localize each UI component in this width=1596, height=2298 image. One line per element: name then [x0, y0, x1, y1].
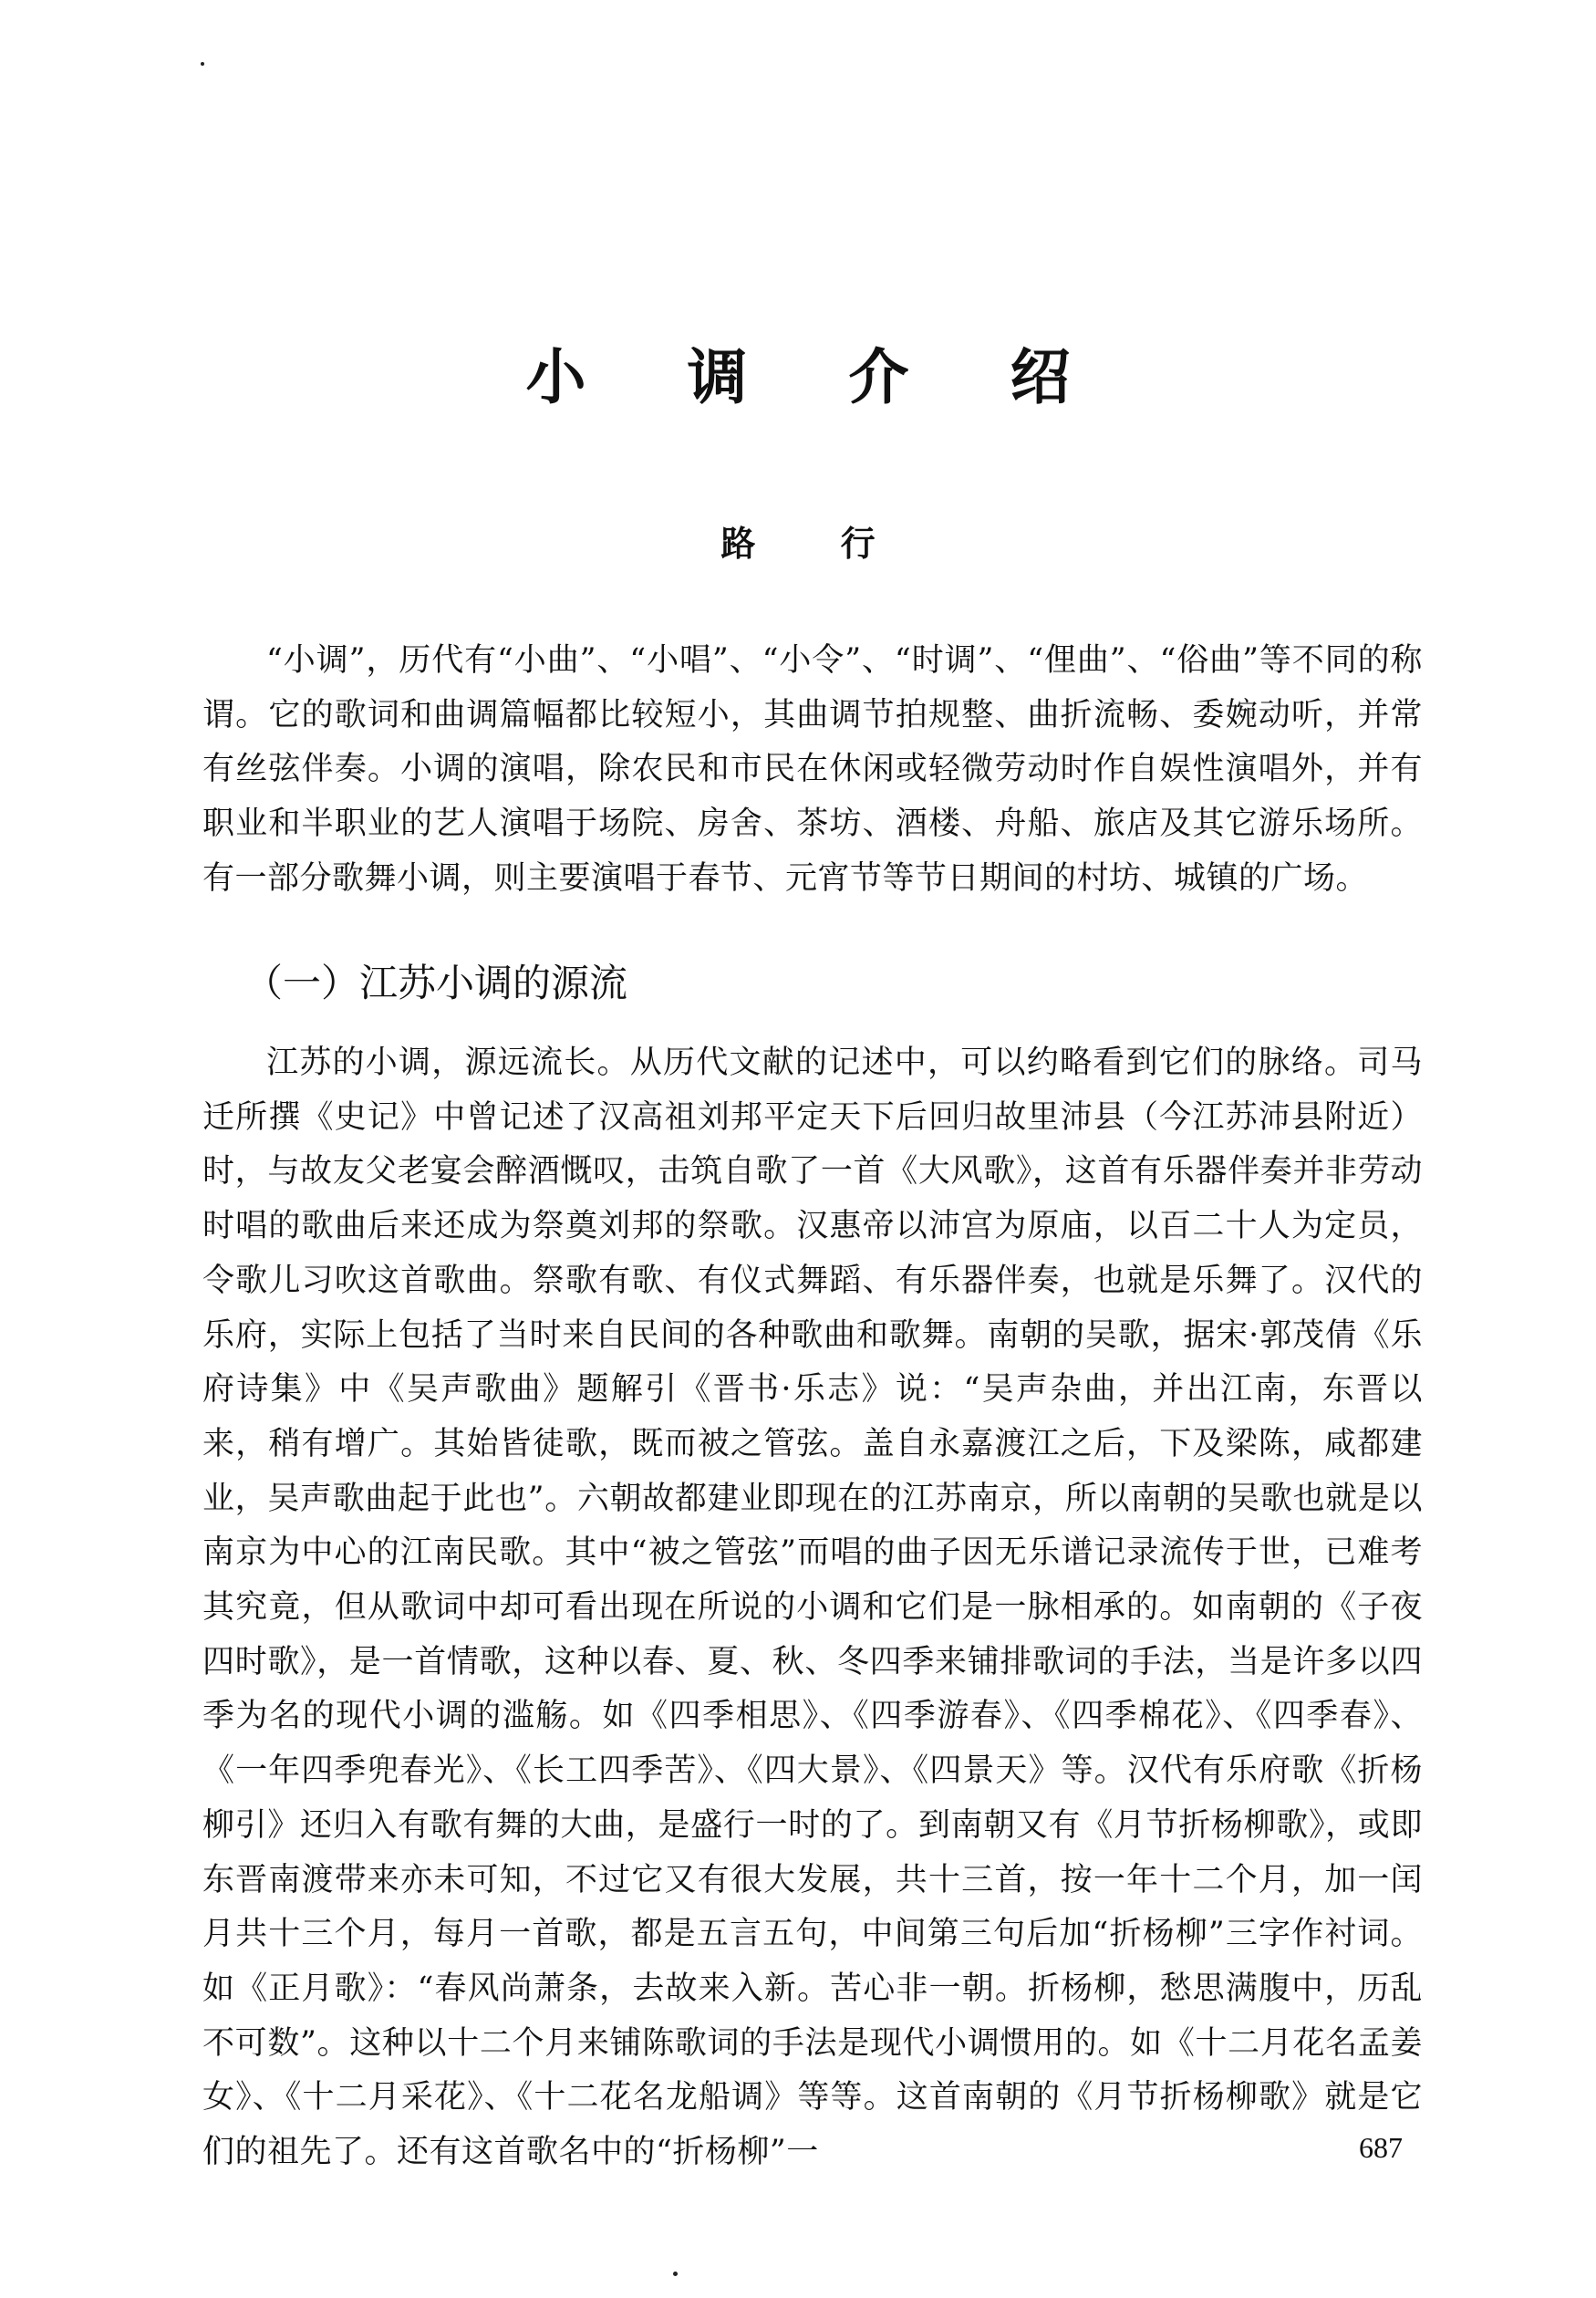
intro-paragraph: “小调”，历代有“小曲”、“小唱”、“小令”、“时调”、“俚曲”、“俗曲”等不同的称谓。它的歌词和曲调篇幅都比较短小，其曲调节拍规整、曲折流畅、委婉动听，并常有丝弦伴奏。小调的演唱，除农民和市民在休闲或轻微劳动时作自娱性演唱外，并有职业和半职业的艺人演唱于场院、房舍、茶坊、酒楼、舟船、旅店及其它游乐场所。有一部分歌舞小调，则主要演唱于春节、元宵节等节日期间的村坊、城镇的广场。 [202, 642, 1423, 897]
scan-speck [201, 62, 204, 66]
article-title: 小 调 介 绍 [525, 341, 1111, 412]
article-author: 路 行 [720, 523, 912, 564]
body-paragraph: 江苏的小调，源远流长。从历代文献的记述中，可以约略看到它们的脉络。司马迁所撰《史记》中曾记述了汉高祖刘邦平定天下后回归故里沛县（今江苏沛县附近）时，与故友父老宴会醉酒慨叹，击筑自歌了一首《大风歌》，这首有乐器伴奏并非劳动时唱的歌曲后来还成为祭奠刘邦的祭歌。汉惠帝以沛宫为原庙，以百二十人为定员，令歌儿习吹这首歌曲。祭歌有歌、有仪式舞蹈、有乐器伴奏，也就是乐舞了。汉代的乐府，实际上包括了当时来自民间的各种歌曲和歌舞。南朝的吴歌，据宋·郭茂倩《乐府诗集》中《吴声歌曲》题解引《晋书·乐志》说：“吴声杂曲，并出江南，东晋以来，稍有增广。其始皆徒歌，既而被之管弦。盖自永嘉渡江之后，下及梁陈，咸都建业，吴声歌曲起于此也”。六朝故都建业即现在的江苏南京，所以南朝的吴歌也就是以南京为中心的江南民歌。其中“被之管弦”而唱的曲子因无乐谱记录流传于世，已难考其究竟，但从歌词中却可看出现在所说的小调和它们是一脉相承的。如南朝的《子夜四时歌》，是一首情歌，这种以春、夏、秋、冬四季来铺排歌词的手法，当是许多以四季为名的现代小调的滥觞。如《四季相思》、《四季游春》、《四季棉花》、《四季春》、《一年四季兜春光》、《长工四季苦》、《四大景》、《四景天》等。汉代有乐府歌《折杨柳引》还归入有歌有舞的大曲，是盛行一时的了。到南朝又有《月节折杨柳歌》，或即东晋南渡带来亦未可知，不过它又有很大发展，共十三首，按一年十二个月，加一闰月共十三个月，每月一首歌，都是五言五句，中间第三句后加“折杨柳”三字作衬词。如《正月歌》：“春风尚萧条，去故来入新。苦心非一朝。折杨柳，愁思满腹中，历乱不可数”。这种以十二个月来铺陈歌词的手法是现代小调惯用的。如《十二月花名孟姜女》、《十二月采花》、《十二花名龙船调》等等。这首南朝的《月节折杨柳歌》就是它们的祖先了。还有这首歌名中的“折杨柳”一 [202, 1045, 1423, 2171]
section-heading: （一）江苏小调的源流 [244, 961, 628, 1005]
scan-speck [673, 2272, 678, 2276]
page-number: 687 [1359, 2131, 1403, 2164]
